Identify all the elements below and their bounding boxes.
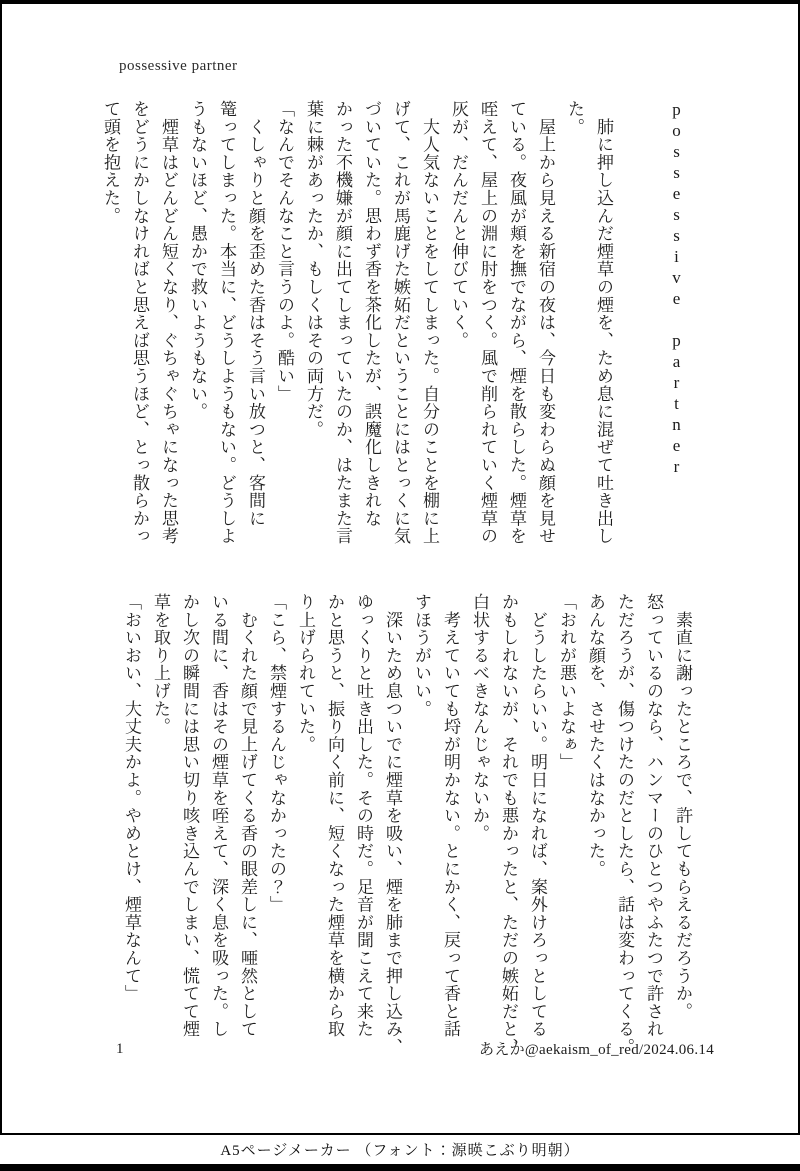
text-line: どうしたらいい。明日になれば、案外けろっとしてる — [528, 593, 547, 1038]
text-line: て頭を抱えた。 — [101, 100, 120, 225]
text-line: 深いため息ついでに煙草を吸い、煙を肺まで押し込み、 — [383, 593, 402, 1056]
story-title — [662, 100, 691, 546]
text-line: 葉に棘があったか、もしくはその両方だ。 — [304, 100, 323, 439]
text-line: 「おれが悪いよなぁ」 — [557, 593, 576, 771]
running-header: possessive partner — [119, 58, 238, 74]
text-line: 屋上から見える新宿の夜は、今日も変わらぬ顔を見せ — [536, 100, 555, 545]
text-line: むくれた顔で見上げてくる香の眼差しに、唖然として — [238, 593, 257, 1038]
text-line: 大人気ないことをしてしまった。自分のことを棚に上 — [420, 100, 439, 545]
text-line: ただろうが、傷つけたのだとしたら、話は変わってくる。 — [615, 593, 634, 1056]
text-line: 考えていても埒が明かない。とにかく、戻って香と話 — [441, 593, 460, 1038]
page-number: 1 — [116, 1041, 124, 1057]
text-line: 怒っているのなら、ハンマーのひとつやふたつで許され — [644, 593, 663, 1038]
text-line: をどうにかしなければと思えば思うほど、とっ散らかっ — [130, 100, 149, 545]
text-line: かった不機嫌が顔に出てしまっていたのか、はたまた言 — [333, 100, 352, 545]
text-line: 咥えて、屋上の淵に肘をつく。風で削られていく煙草の — [478, 100, 497, 545]
text-line: あんな顔を、させたくはなかった。 — [586, 593, 605, 878]
text-line: 煙草はどんどん短くなり、ぐちゃぐちゃになった思考 — [159, 100, 178, 545]
text-line: た。 — [565, 100, 584, 136]
tool-caption: A5ページメーカー （フォント：源暎こぶり明朝） — [220, 1143, 580, 1159]
text-line: 白状するべきなんじゃないか。 — [470, 593, 489, 843]
text-line: 篭ってしまった。本当に、どうしようもない。どうしよ — [217, 100, 236, 545]
text-line: 「なんでそんなこと言うのよ。酷い」 — [275, 100, 294, 403]
text-line: すほうがいい。 — [412, 593, 431, 718]
text-line: うもないほど、愚かで救いようもない。 — [188, 100, 207, 421]
story-band-upper — [96, 100, 618, 546]
bottom-black-bar — [0, 1164, 800, 1171]
text-line: いる間に、香はその煙草を咥えて、深く息を吸った。し — [209, 593, 228, 1038]
text-line: 草を取り上げた。 — [151, 593, 170, 736]
text-line: げて、これが馬鹿げた嫉妬だということにはとっくに気 — [391, 100, 410, 545]
author-credit: あえか@aekaism_of_red/2024.06.14 — [479, 1042, 714, 1058]
text-line: くしゃりと顔を歪めた香はそう言い放つと、客間に — [246, 100, 265, 528]
text-line: かし次の瞬間には思い切り咳き込んでしまい、慌てて煙 — [180, 593, 199, 1038]
text-line: 「こら、禁煙するんじゃなかったの？」 — [267, 593, 286, 914]
text-line: 灰が、だんだんと伸びていく。 — [449, 100, 468, 350]
text-line: 肺に押し込んだ煙草の煙を、ため息に混ぜて吐き出し — [594, 100, 613, 545]
story-title-text: possessive partner — [667, 100, 686, 478]
text-line: かと思うと、振り向く前に、短くなった煙草を横から取 — [325, 593, 344, 1038]
text-line: かもしれないが、それでも悪かったと、ただの嫉妬だと、 — [499, 593, 518, 1056]
text-line: ている。夜風が頬を撫でながら、煙を散らした。煙草を — [507, 100, 526, 545]
text-line: ゆっくりと吐き出した。その時だ。足音が聞こえて来た — [354, 593, 373, 1038]
text-line: づいていた。思わず香を茶化したが、誤魔化しきれな — [362, 100, 381, 528]
text-line: 「おいおい、大丈夫かよ。やめとけ、煙草なんて」 — [122, 593, 141, 1003]
text-line: り上げられていた。 — [296, 593, 315, 754]
text-line: 素直に謝ったところで、許してもらえるだろうか。 — [673, 593, 692, 1021]
